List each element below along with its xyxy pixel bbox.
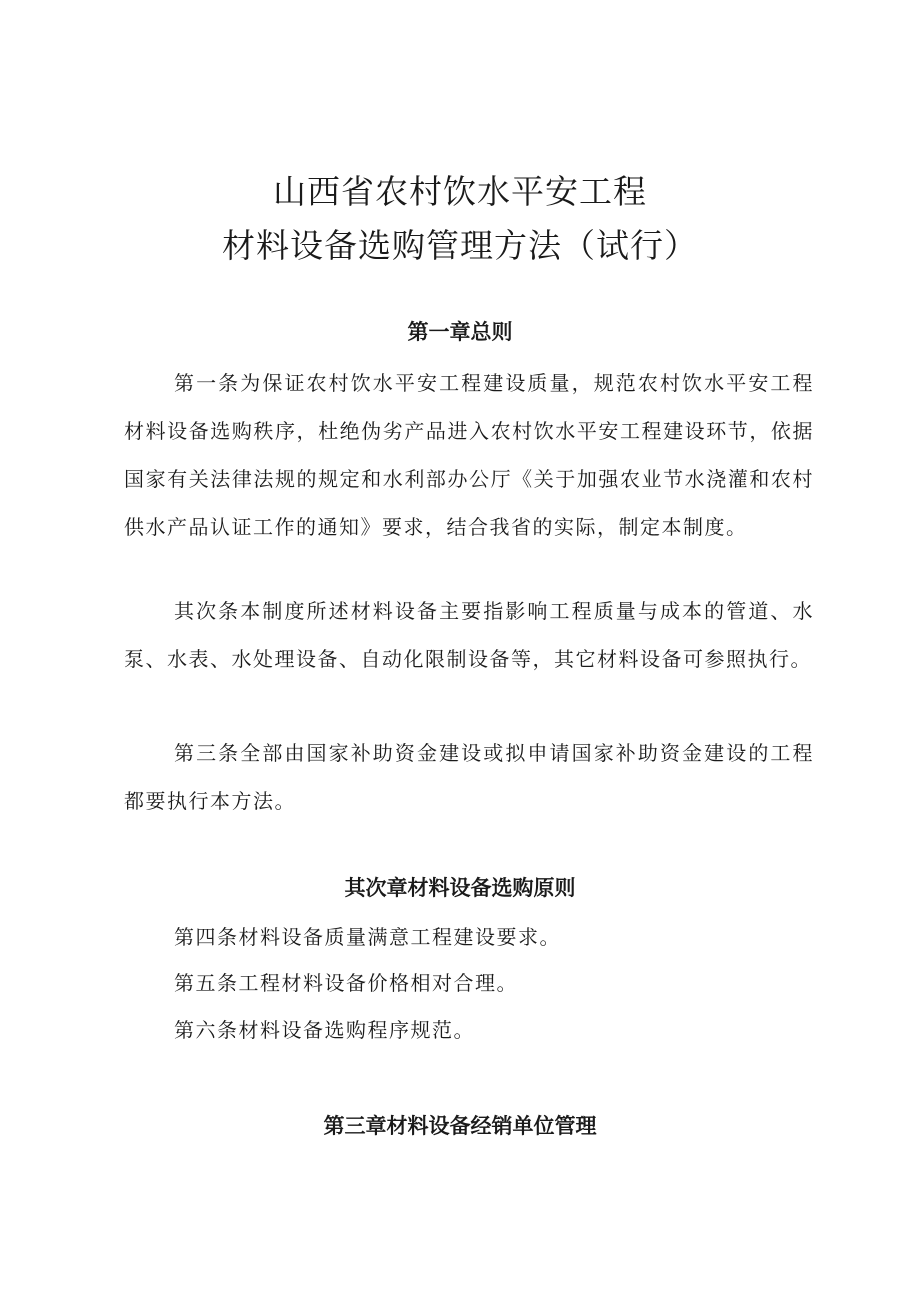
article-3: 第三条全部由国家补助资金建设或拟申请国家补助资金建设的工程都要执行本方法。 <box>124 741 814 813</box>
chapter2-heading: 其次章材料设备选购原则 <box>344 876 576 900</box>
document-title-line1: 山西省农村饮水平安工程 <box>273 172 647 211</box>
article-1: 第一条为保证农村饮水平安工程建设质量，规范农村饮水平安工程材料设备选购秩序，杜绝伪劣产品进入农村饮水平安工程建设环节，依据国家有关法律法规的规定和水利部办公厅《关于加强农业节水浇灌和农村供水产品认证工作的通知》要求，结合我省的实际，制定本制度。 <box>124 371 814 539</box>
article-4: 第四条材料设备质量满意工程建设要求。 <box>174 925 561 949</box>
article-2: 其次条本制度所述材料设备主要指影响工程质量与成本的管道、水泵、水表、水处理设备、自动化限制设备等，其它材料设备可参照执行。 <box>124 599 814 671</box>
chapter3-heading: 第三章材料设备经销单位管理 <box>323 1114 597 1138</box>
document-title-line2: 材料设备选购管理方法（试行） <box>222 226 698 265</box>
chapter1-heading: 第一章总则 <box>407 320 513 344</box>
article-6: 第六条材料设备选购程序规范。 <box>174 1018 475 1042</box>
article-5: 第五条工程材料设备价格相对合理。 <box>174 971 518 995</box>
